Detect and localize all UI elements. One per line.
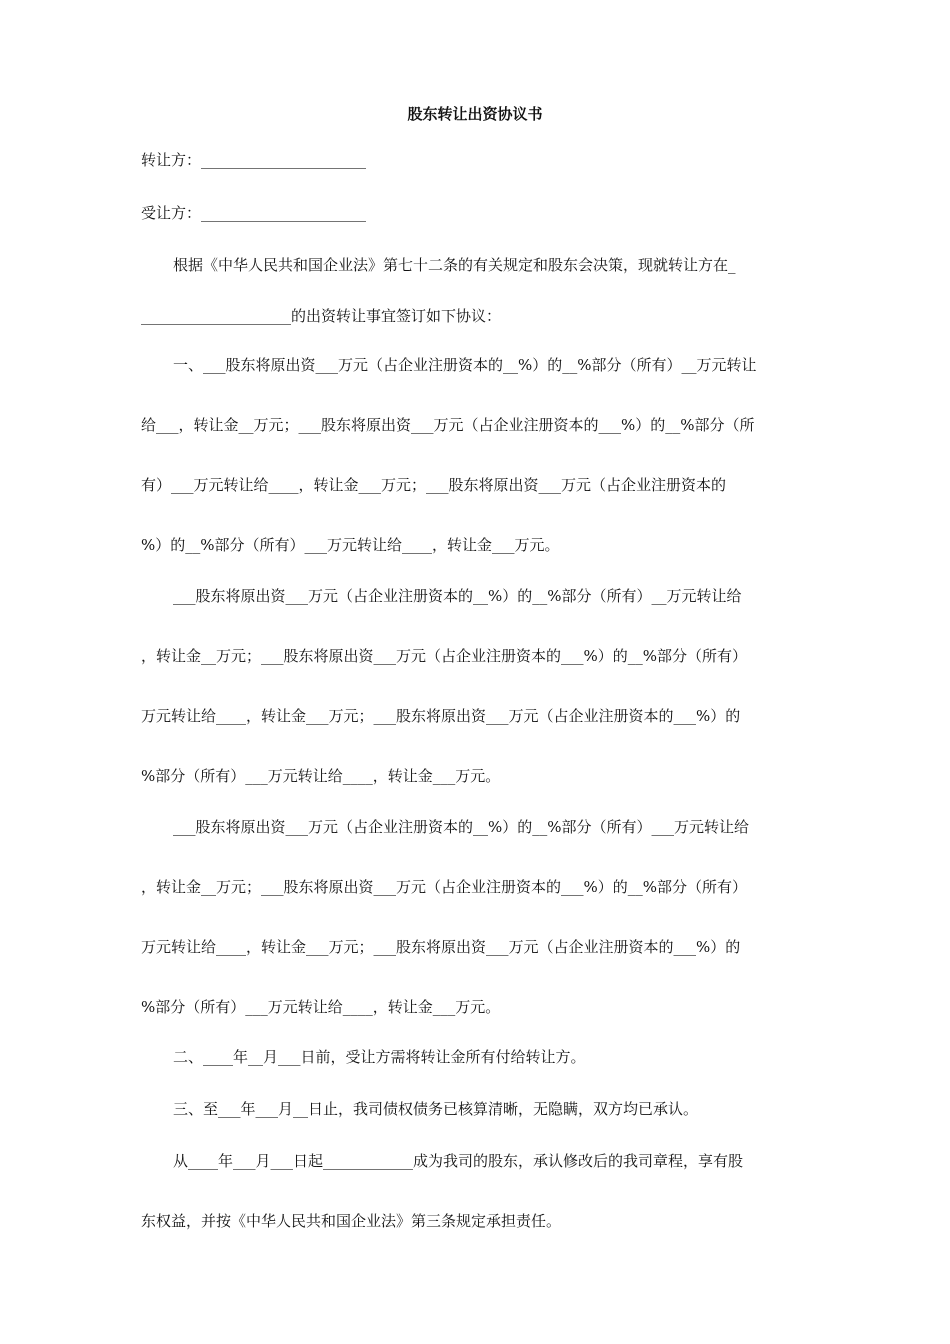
document-title: 股东转让出资协议书 <box>407 105 543 123</box>
clause-1-line-2: 给___，转让金__万元；___股东将原出资___万元（占企业注册资本的___%）的__%部分（所 <box>141 416 755 434</box>
clause-2-line: 二、____年__月___日前，受让方需将转让金所有付给转让方。 <box>173 1048 586 1066</box>
closing-line-1: 从____年___月___日起____________成为我司的股东，承认修改后的我司章程，享有股 <box>173 1152 744 1170</box>
transferee-line: 受让方：______________________ <box>141 204 367 222</box>
preamble-line-2: ____________________的出资转让事宜签订如下协议： <box>141 307 502 325</box>
paragraph-2-line-1: ___股东将原出资___万元（占企业注册资本的__%）的__%部分（所有）__万元转让给 <box>173 587 742 605</box>
paragraph-2-line-2: ，转让金__万元；___股东将原出资___万元（占企业注册资本的___%）的__%部分（所有） <box>141 647 748 665</box>
paragraph-3-line-1: ___股东将原出资___万元（占企业注册资本的__%）的__%部分（所有）___万元转让给 <box>173 818 750 836</box>
transferor-line: 转让方：______________________ <box>141 151 367 169</box>
clause-3-line: 三、至___年___月__日止，我司债权债务已核算清晰，无隐瞒，双方均已承认。 <box>173 1100 699 1118</box>
preamble-line-1: 根据《中华人民共和国企业法》第七十二条的有关规定和股东会决策，现就转让方在_ <box>173 256 736 274</box>
clause-1-line-4: %）的__%部分（所有）___万元转让给____，转让金___万元。 <box>141 536 560 554</box>
closing-line-2: 东权益，并按《中华人民共和国企业法》第三条规定承担责任。 <box>141 1212 562 1230</box>
paragraph-2-line-3: 万元转让给____，转让金___万元；___股东将原出资___万元（占企业注册资本的___%）的 <box>141 707 741 725</box>
paragraph-3-line-3: 万元转让给____，转让金___万元；___股东将原出资___万元（占企业注册资本的___%）的 <box>141 938 741 956</box>
clause-1-line-1: 一、___股东将原出资___万元（占企业注册资本的__%）的__%部分（所有）__万元转让 <box>173 356 757 374</box>
clause-1-line-3: 有）___万元转让给____，转让金___万元；___股东将原出资___万元（占企业注册资本的 <box>141 476 727 494</box>
paragraph-3-line-4: %部分（所有）___万元转让给____，转让金___万元。 <box>141 998 501 1016</box>
paragraph-3-line-2: ，转让金__万元；___股东将原出资___万元（占企业注册资本的___%）的__%部分（所有） <box>141 878 748 896</box>
paragraph-2-line-4: %部分（所有）___万元转让给____，转让金___万元。 <box>141 767 501 785</box>
